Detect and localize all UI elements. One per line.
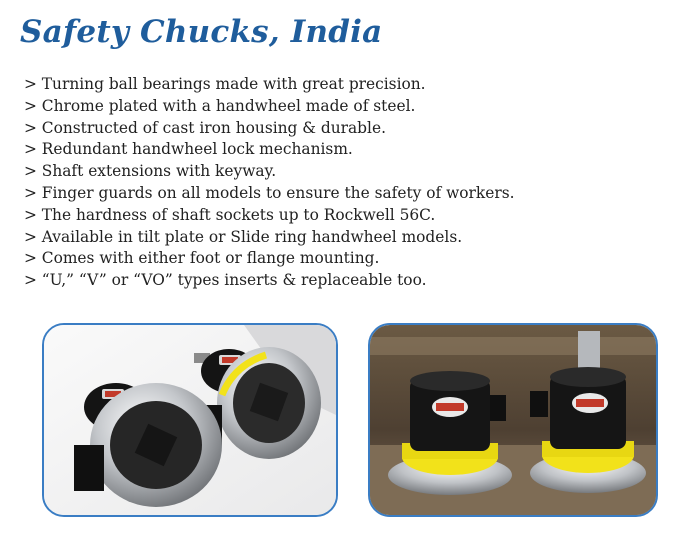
feature-list — [24, 74, 514, 292]
feature-item: > Shaft extensions with keyway. — [24, 162, 277, 181]
chuck-pair-illustration — [44, 325, 336, 515]
feature-item: > Finger guards on all models to ensure the safety of workers. — [24, 183, 515, 202]
feature-item: > Comes with either foot or flange mounting. — [24, 249, 380, 268]
feature-item: > Constructed of cast iron housing & durable. — [24, 118, 386, 137]
feature-item: > Turning ball bearings made with great precision. — [24, 75, 426, 93]
page-title: Safety Chucks, India — [20, 14, 383, 50]
feature-item: > Available in tilt plate or Slide ring handwheel models. — [24, 227, 463, 246]
chuck-front — [74, 383, 222, 507]
feature-item: > Chrome plated with a handwheel made of steel. — [24, 96, 416, 115]
product-photo-workshop — [368, 323, 658, 517]
feature-item: > The hardness of shaft sockets up to Rockwell 56C. — [24, 205, 436, 224]
chuck-workshop-illustration — [370, 325, 656, 515]
feature-item: > “U,” “V” or “VO” types inserts & replaceable too. — [24, 271, 427, 290]
feature-item: > Redundant handwheel lock mechanism. — [24, 140, 353, 159]
product-photo-studio — [42, 323, 338, 517]
